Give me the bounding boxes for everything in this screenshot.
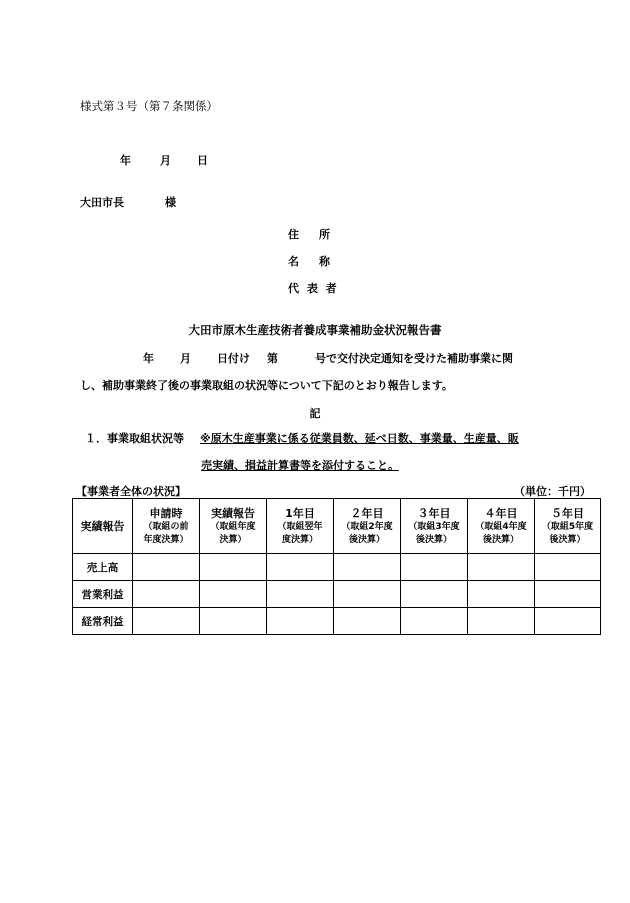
body-no-prefix: 第 — [267, 352, 278, 365]
table-cell[interactable] — [334, 554, 401, 581]
table-cell[interactable] — [401, 581, 468, 608]
body-year: 年 — [143, 352, 154, 365]
body-month: 月 — [180, 352, 191, 365]
item-1-note-cont: 売実績、損益計算書等を添付すること。 — [201, 459, 399, 472]
body-line-1 — [143, 350, 513, 366]
document-title: 大田市原木生産技術者養成事業補助金状況報告書 — [188, 323, 442, 337]
table-cell[interactable] — [535, 581, 601, 608]
header-cell: 実績報告 — [73, 499, 133, 554]
name-label-a: 名 — [288, 255, 301, 268]
table-cell[interactable] — [267, 581, 334, 608]
table-cell[interactable] — [334, 581, 401, 608]
table-row-sales — [73, 554, 601, 581]
item-1-note: ※原木生産事業に係る従業員数、延べ日数、事業量、生産量、販 — [200, 432, 519, 445]
header-cell: ２年目 （取組2年度 後決算） — [334, 499, 401, 554]
form-number: 様式第３号（第７条関係） — [80, 99, 218, 113]
item-1 — [85, 430, 519, 446]
report-table — [72, 498, 601, 635]
table-row-ordinary-profit — [73, 608, 601, 635]
header-cell: ３年目 （取組3年度 後決算） — [401, 499, 468, 554]
report-date — [120, 152, 208, 168]
table-cell[interactable] — [468, 554, 535, 581]
table-cell[interactable] — [200, 608, 267, 635]
table-cell[interactable] — [200, 554, 267, 581]
table-cell[interactable] — [468, 581, 535, 608]
addressee-mayor: 大田市長 — [80, 196, 124, 209]
representative-label: 代 表 者 — [288, 282, 339, 295]
table-cell[interactable] — [200, 581, 267, 608]
date-month: 月 — [160, 154, 171, 167]
header-cell: 実績報告 （取組年度 決算） — [200, 499, 267, 554]
unit-label: （単位：千円） — [514, 485, 591, 498]
name-label — [288, 253, 332, 269]
row-label: 営業利益 — [73, 581, 133, 608]
table-cell[interactable] — [535, 554, 601, 581]
body-date-suffix: 日付け — [217, 352, 250, 365]
address-label-a: 住 — [288, 228, 301, 241]
header-cell: 1年目 （取組翌年 度決算） — [267, 499, 334, 554]
table-cell[interactable] — [334, 608, 401, 635]
addressee — [80, 194, 176, 210]
table-cell[interactable] — [267, 554, 334, 581]
address-label-b: 所 — [319, 228, 332, 241]
table-cell[interactable] — [401, 608, 468, 635]
table-cell[interactable] — [401, 554, 468, 581]
ki-heading: 記 — [309, 407, 321, 420]
date-year: 年 — [120, 154, 131, 167]
table-cell[interactable] — [267, 608, 334, 635]
table-cell[interactable] — [535, 608, 601, 635]
body-line-2: し、補助事業終了後の事業取組の状況等について下記のとおり報告します。 — [80, 379, 453, 392]
addressee-honorific: 様 — [165, 196, 176, 209]
header-cell: 申請時 （取組の前 年度決算） — [133, 499, 200, 554]
table-cell[interactable] — [133, 581, 200, 608]
row-label: 売上高 — [73, 554, 133, 581]
header-cell: ４年目 （取組4年度 後決算） — [468, 499, 535, 554]
header-cell: ５年目 （取組5年度 後決算） — [535, 499, 601, 554]
body-line-1-text: 号で交付決定通知を受けた補助事業に関 — [315, 352, 513, 365]
date-day: 日 — [197, 154, 208, 167]
row-label: 経常利益 — [73, 608, 133, 635]
header-row — [73, 499, 601, 554]
item-1-label: １．事業取組状況等 — [85, 432, 184, 445]
section-title: 【事業者全体の状況】 — [76, 485, 186, 498]
name-label-b: 称 — [319, 255, 332, 268]
table-cell[interactable] — [468, 608, 535, 635]
table-row-operating-profit — [73, 581, 601, 608]
table-cell[interactable] — [133, 554, 200, 581]
table-cell[interactable] — [133, 608, 200, 635]
address-label — [288, 226, 332, 242]
